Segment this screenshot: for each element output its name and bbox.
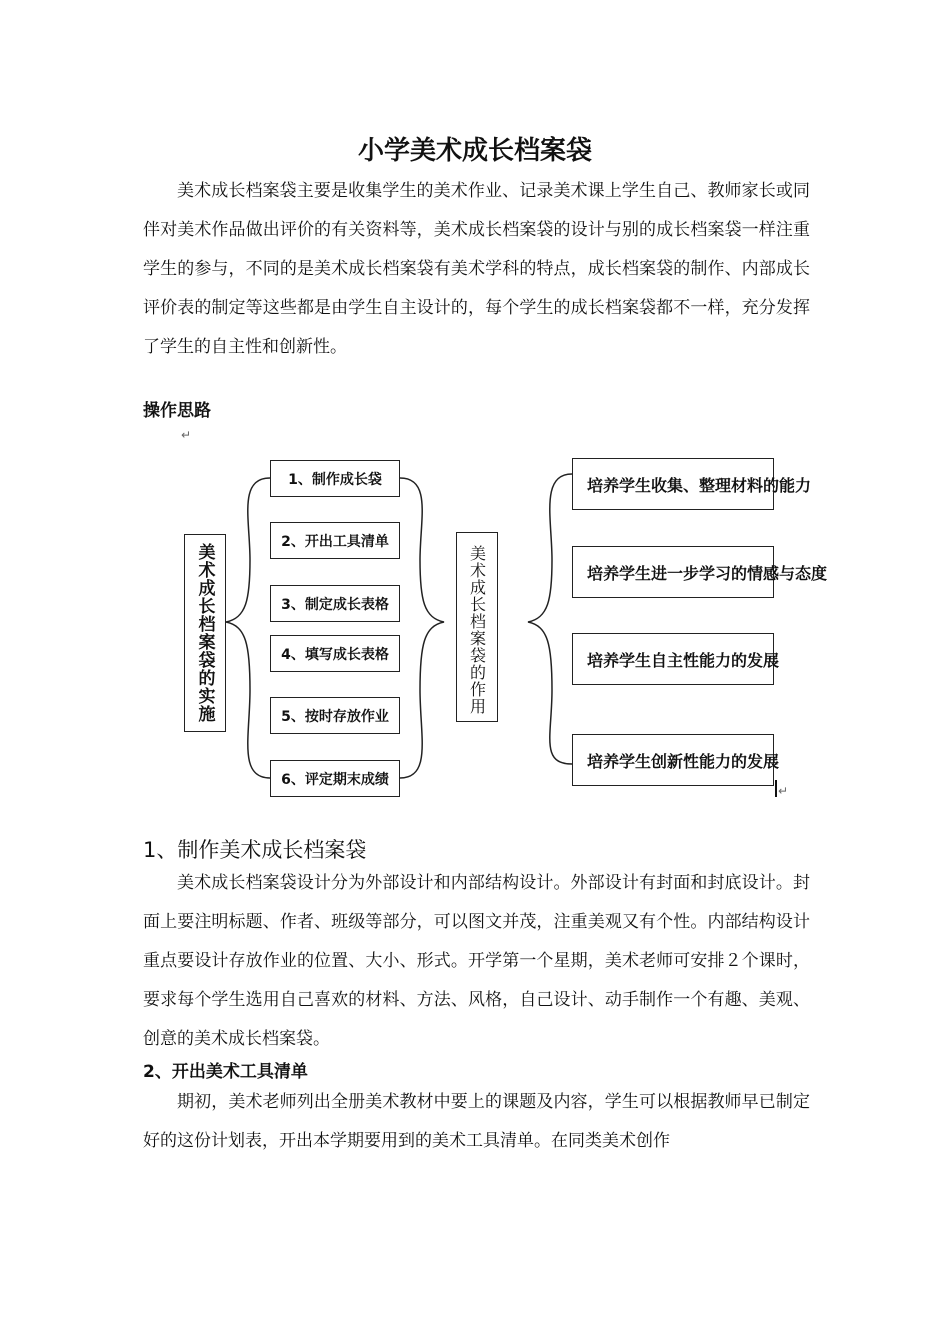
function-box: 美术成长档案袋的作用 [456, 532, 498, 722]
step-box-1: 1、制作成长袋 [270, 460, 400, 497]
section2-heading: 2、开出美术工具清单 [143, 1062, 308, 1082]
section-label: 操作思路 [143, 401, 211, 421]
implementation-box: 美术成长档案袋的实施 [184, 534, 226, 732]
intro-paragraph: 美术成长档案袋主要是收集学生的美术作业、记录美术课上学生自己、教师家长或同伴对美术作品做出评价的有关资料等，美术成长档案袋的设计与别的成长档案袋一样注重学生的参与，不同的是美术成长档案袋有美术学科的特点，成长档案袋的制作、内部成长评价表的制定等这些都是由学生自主设计的，每个学生的成长档案袋都不一样，充分发挥了学生的自主性和创新性。 [143, 181, 810, 357]
effect-box-1: 培养学生收集、整理材料的能力 [572, 458, 774, 510]
effect-box-3: 培养学生自主性能力的发展 [572, 633, 774, 685]
step-box-5: 5、按时存放作业 [270, 697, 400, 734]
section1-paragraph: 美术成长档案袋设计分为外部设计和内部结构设计。外部设计有封面和封底设计。封面上要注明标题、作者、班级等部分，可以图文并茂，注重美观又有个性。内部结构设计重点要设计存放作业的位置、大小、形式。开学第一个星期，美术老师可安排２个课时，要求每个学生选用自己喜欢的材料、方法、风格，自己设计、动手制作一个有趣、美观、创意的美术成长档案袋。 [143, 873, 810, 1049]
step-box-2: 2、开出工具清单 [270, 522, 400, 559]
effect-box-4: 培养学生创新性能力的发展 [572, 734, 774, 786]
left-brace [226, 478, 270, 778]
section1-heading: 1、制作美术成长档案袋 [143, 838, 367, 862]
return-mark-diagram: ↵ [778, 784, 789, 798]
step-box-3: 3、制定成长表格 [270, 585, 400, 622]
section2-paragraph: 期初，美术老师列出全册美术教材中要上的课题及内容，学生可以根据教师早已制定好的这份计划表，开出本学期要用到的美术工具清单。在同类美术创作 [143, 1092, 810, 1151]
step-box-4: 4、填写成长表格 [270, 635, 400, 672]
step-box-6: 6、评定期末成绩 [270, 760, 400, 797]
page-title: 小学美术成长档案袋 [357, 136, 592, 166]
right-brace [528, 474, 572, 764]
middle-brace [400, 478, 444, 778]
return-mark: ↵ [181, 428, 192, 442]
effect-box-2: 培养学生进一步学习的情感与态度 [572, 546, 774, 598]
